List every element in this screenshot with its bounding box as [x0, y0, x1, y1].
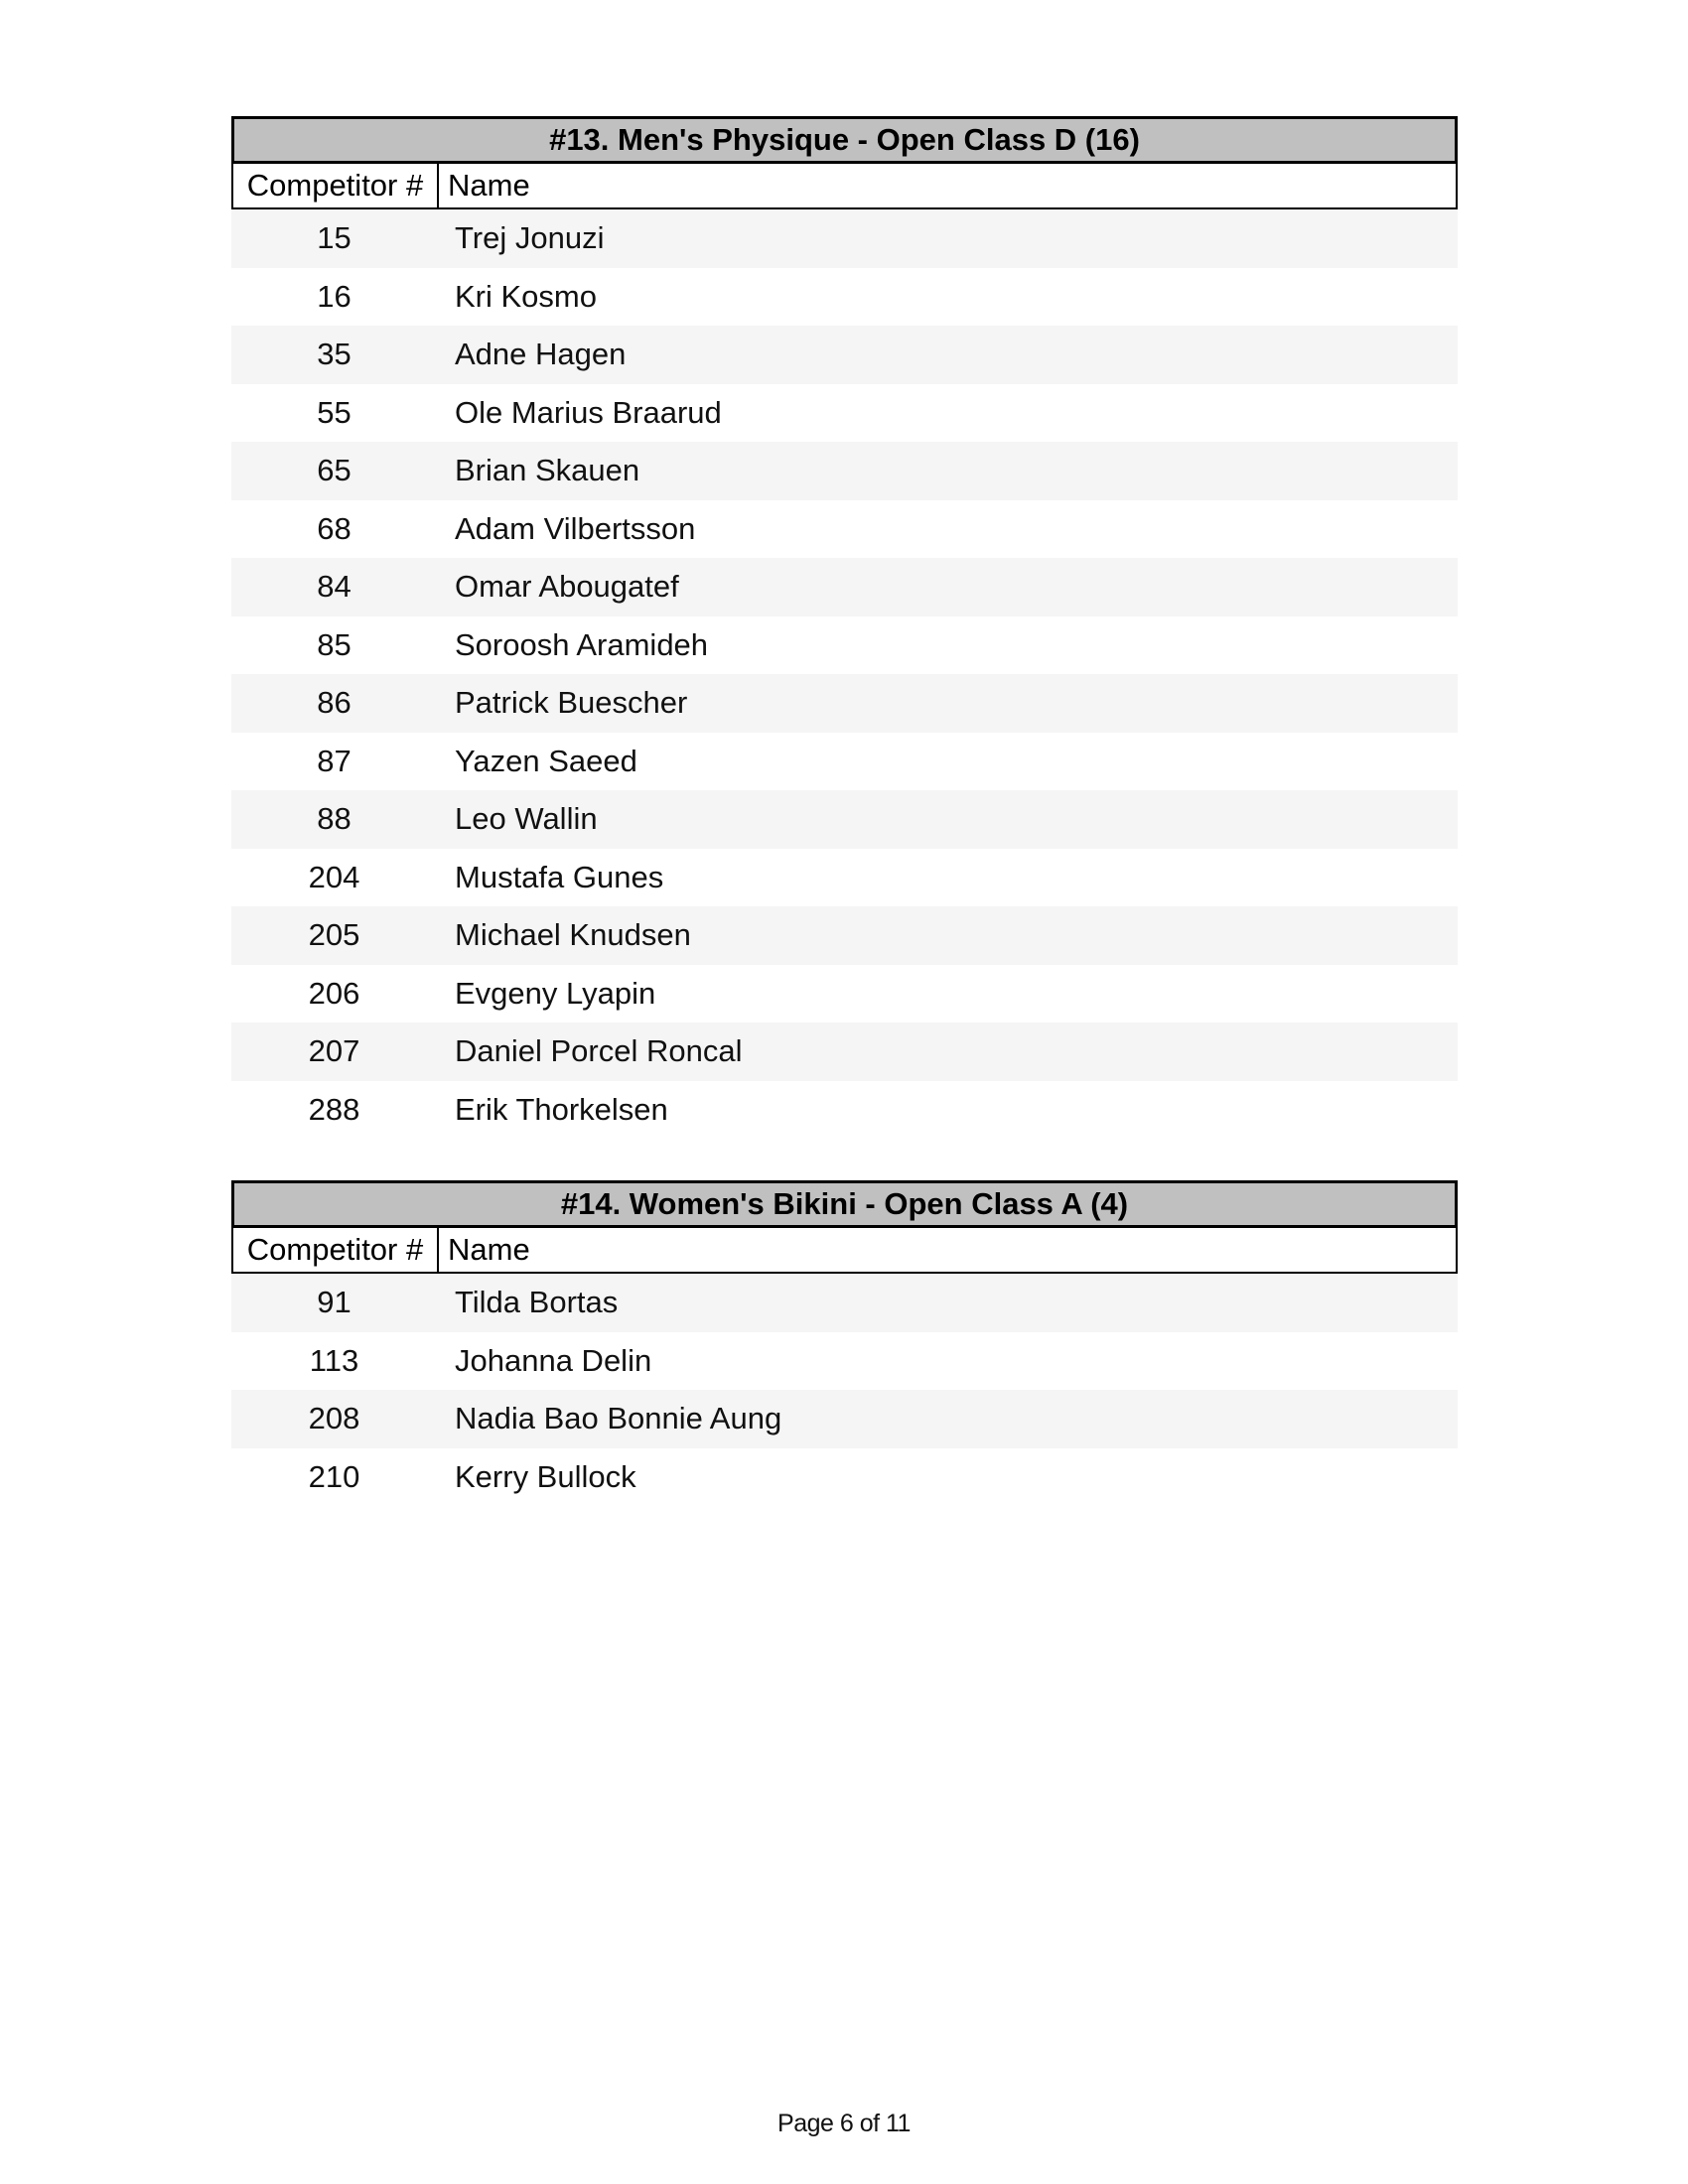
table-row	[231, 268, 1458, 327]
page-number: Page 6 of 11	[777, 2110, 911, 2137]
table-row	[231, 558, 1458, 616]
table-row	[231, 1274, 1458, 1332]
table-row	[231, 1390, 1458, 1448]
competitor-name: Evgeny Lyapin	[455, 975, 656, 1011]
competitor-number: 68	[317, 510, 352, 546]
competitor-name: Kerry Bullock	[455, 1458, 636, 1494]
table-row	[231, 442, 1458, 500]
competitor-list	[231, 209, 1458, 1139]
competitor-name: Adne Hagen	[455, 337, 627, 372]
table-row	[231, 733, 1458, 791]
competitor-name: Daniel Porcel Roncal	[455, 1033, 743, 1069]
table-row	[231, 1023, 1458, 1081]
competitor-name: Leo Wallin	[455, 801, 598, 837]
competitor-number: 15	[317, 220, 352, 256]
competitor-number: 210	[308, 1458, 360, 1494]
table-row	[231, 1332, 1458, 1391]
competitor-name: Patrick Buescher	[455, 685, 688, 721]
competitor-name: Ole Marius Braarud	[455, 394, 722, 430]
competitor-number: 88	[317, 801, 352, 837]
competitor-number: 208	[308, 1401, 360, 1436]
table-row	[231, 384, 1458, 443]
competitor-name: Soroosh Aramideh	[455, 626, 709, 662]
competitor-number-header: Competitor #	[233, 1228, 439, 1272]
competitor-number: 206	[308, 975, 360, 1011]
table-row	[231, 790, 1458, 849]
class-table-13	[231, 116, 1458, 1139]
competitor-name: Erik Thorkelsen	[455, 1091, 668, 1127]
table-row	[231, 965, 1458, 1024]
competitor-name: Kri Kosmo	[455, 278, 597, 314]
class-table-14	[231, 1180, 1458, 1506]
competitor-number: 55	[317, 394, 352, 430]
competitor-number: 35	[317, 337, 352, 372]
competitor-name: Tilda Bortas	[455, 1285, 619, 1320]
name-header: Name	[448, 168, 530, 203]
table-header	[231, 1228, 1458, 1274]
competitor-number: 86	[317, 685, 352, 721]
competitor-number: 204	[308, 859, 360, 894]
competitor-name: Nadia Bao Bonnie Aung	[455, 1401, 782, 1436]
competitor-number: 288	[308, 1091, 360, 1127]
table-row	[231, 1081, 1458, 1140]
competitor-name: Mustafa Gunes	[455, 859, 664, 894]
class-title: #14. Women's Bikini - Open Class A (4)	[231, 1180, 1458, 1228]
competitor-number: 65	[317, 453, 352, 488]
name-header: Name	[448, 1232, 530, 1267]
competitor-number: 205	[308, 917, 360, 953]
competitor-number: 113	[309, 1342, 359, 1378]
class-title: #13. Men's Physique - Open Class D (16)	[231, 116, 1458, 164]
table-row	[231, 1448, 1458, 1507]
competitor-number: 91	[317, 1285, 352, 1320]
competitor-number-header: Competitor #	[233, 164, 439, 207]
competitor-name: Adam Vilbertsson	[455, 510, 696, 546]
table-header	[231, 164, 1458, 209]
table-row	[231, 500, 1458, 559]
competitor-name: Brian Skauen	[455, 453, 640, 488]
competitor-name: Omar Abougatef	[455, 569, 679, 605]
table-row	[231, 326, 1458, 384]
table-row	[231, 906, 1458, 965]
competitor-number: 207	[308, 1033, 360, 1069]
competitor-name: Michael Knudsen	[455, 917, 691, 953]
table-row	[231, 209, 1458, 268]
table-row	[231, 616, 1458, 675]
competitor-number: 87	[317, 743, 352, 778]
competitor-number: 16	[317, 278, 352, 314]
competitor-number: 85	[317, 626, 352, 662]
competitor-name: Yazen Saeed	[455, 743, 637, 778]
competitor-number: 84	[317, 569, 352, 605]
table-row	[231, 674, 1458, 733]
competitor-name: Trej Jonuzi	[455, 220, 605, 256]
table-row	[231, 849, 1458, 907]
competitor-list	[231, 1274, 1458, 1506]
competitor-name: Johanna Delin	[455, 1342, 652, 1378]
